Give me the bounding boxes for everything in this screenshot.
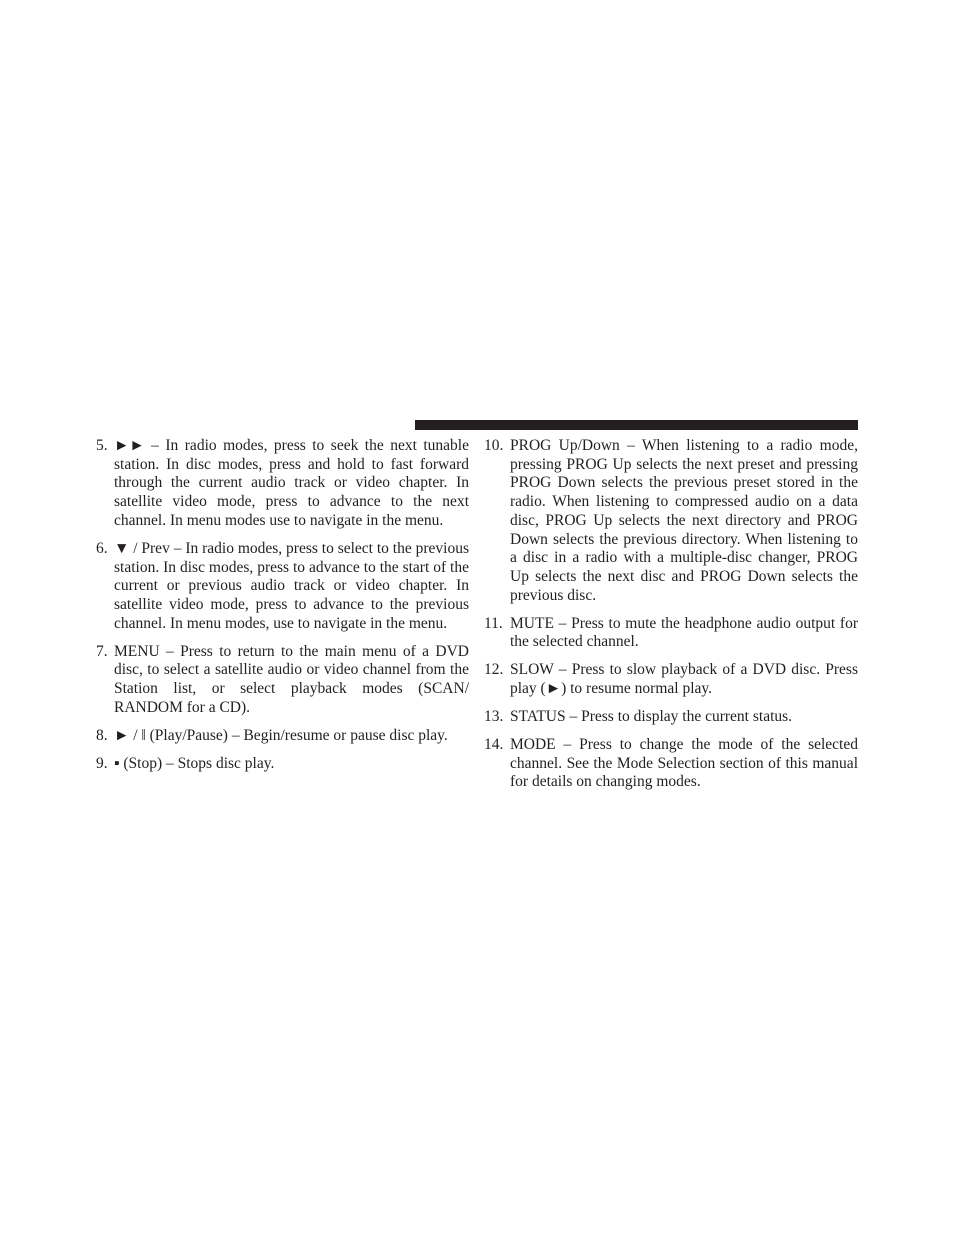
item-text: PROG Up/Down – When listening to a radio mode, pressing PROG Up selects the next preset and pressing PROG Down selects the previous preset stored in the radio. When listening to compressed audio on a data disc, PROG Up selects the next directory and PROG Down selects the previous directory. When listening to a disc in a radio with a multiple-disc changer, PROG Up selects the next disc and PROG Down selects the previous disc. <box>510 437 858 604</box>
item-text: MODE – Press to change the mode of the selected channel. See the Mode Selection section of this manual for details on changing modes. <box>510 736 858 791</box>
item-text: STATUS – Press to display the current status. <box>510 708 793 726</box>
item-number: 12. <box>484 661 504 679</box>
list-item <box>96 643 469 718</box>
item-text: SLOW – Press to slow playback of a DVD disc. Press play (►) to resume normal play. <box>510 661 858 698</box>
list-item <box>484 736 858 792</box>
header-rule <box>415 420 858 430</box>
item-number: 11. <box>484 614 503 632</box>
list-item <box>484 615 858 652</box>
item-text: ▪ (Stop) – Stops disc play. <box>114 754 275 772</box>
list-item <box>484 708 858 727</box>
item-text: ►► – In radio modes, press to seek the next tunable station. In disc modes, press and hold to fast forward through the current audio track or video chapter. In satellite video mode, press to advance to the next channel. In menu modes use to navigate in the menu. <box>114 437 469 529</box>
right-column-list <box>484 437 858 801</box>
left-column-list <box>96 437 469 783</box>
item-number: 10. <box>484 437 504 454</box>
item-number: 8. <box>96 726 108 744</box>
list-item <box>96 755 469 774</box>
item-number: 14. <box>484 736 504 754</box>
list-item <box>96 727 469 746</box>
list-item <box>484 437 858 605</box>
item-text: MENU – Press to return to the main menu of a DVD disc, to select a satellite audio or video channel from the Station list, or select playback modes (SCAN/ RANDOM for a CD). <box>114 642 469 716</box>
item-text: ▼ / Prev – In radio modes, press to select to the previous station. In disc modes, press to advance to the start of the current or previous audio track or video chapter. In satellite video mode, press to advance to the previous channel. In menu modes, use to navigate in the menu. <box>114 539 469 632</box>
list-item <box>96 437 469 531</box>
item-text: ► / ‖ (Play/Pause) – Begin/resume or pause disc play. <box>114 726 448 744</box>
item-number: 5. <box>96 437 108 454</box>
list-item <box>484 661 858 698</box>
item-number: 9. <box>96 754 108 772</box>
item-number: 7. <box>96 642 108 660</box>
item-number: 6. <box>96 539 108 557</box>
list-item <box>96 540 469 634</box>
item-text: MUTE – Press to mute the headphone audio output for the selected channel. <box>510 614 858 651</box>
item-number: 13. <box>484 708 504 726</box>
